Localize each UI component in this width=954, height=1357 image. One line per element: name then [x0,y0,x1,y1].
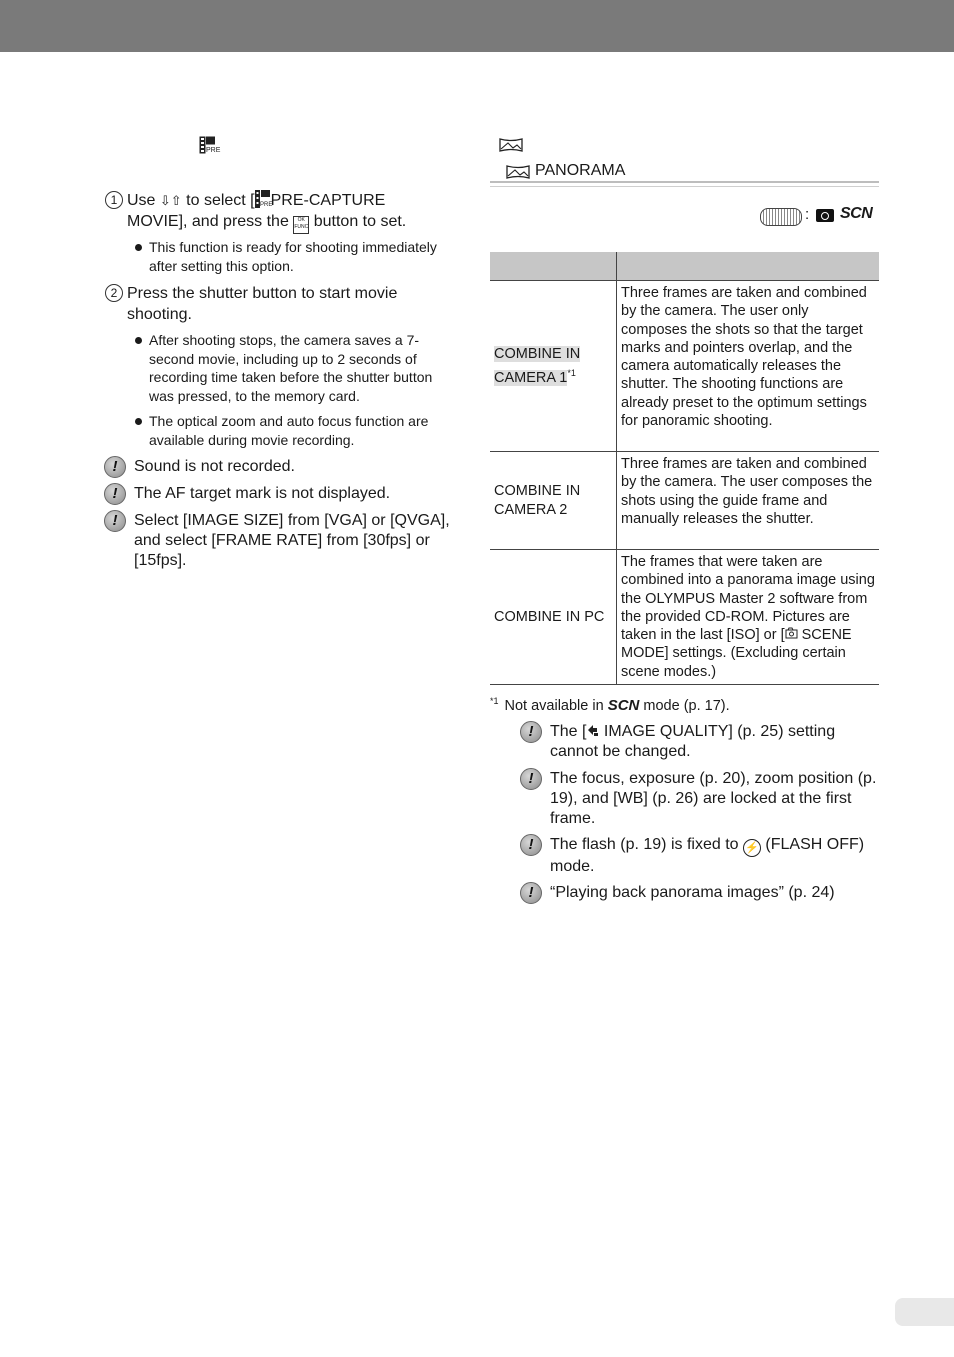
panorama-heading: PANORAMA [535,162,626,179]
bullet-dot [135,418,142,425]
footnote-marker: *1 [567,367,576,378]
note-item: ! The AF target mark is not displayed. [104,484,450,504]
footnote: $^{*1}$ Not available in SCN mode (p. 17). [490,696,730,714]
panorama-icon [506,164,530,180]
description-cell: The frames that were taken are combined into a panorama image using the OLYMPUS Master 2 software from the provided CD-ROM. Pictures are taken in the last [ISO] or [ SCENE MODE] settings. (Excluding certain scene modes.) [617,550,880,685]
bullet-dot [135,244,142,251]
scene-mode-label: SCN [840,205,873,222]
description-cell: Three frames are taken and combined by the camera. The user composes the shots using the guide frame and manually releases the shutter. [617,452,880,550]
table-row [490,281,879,452]
table-row [490,550,879,685]
option-cell: COMBINE IN PC [490,550,617,685]
warning-icon [520,834,542,856]
svg-text:PRE: PRE [259,202,272,208]
table-header-cell [617,252,880,281]
warning-icon [520,721,542,743]
flash-off-icon: ⚡ [743,839,761,857]
image-quality-icon [586,724,599,737]
description-cell: Three frames are taken and combined by the camera. The user only composes the shots so that the target marks and pointers overlap, and the camera automatically releases the shutter. The shooting functions are already preset to the optimum settings for panoramic shooting. [617,281,880,452]
step-number: 2 [105,284,123,302]
option-label: COMBINE IN CAMERA 1 [494,346,581,386]
option-cell: COMBINE IN CAMERA 2 [490,452,617,550]
step-text: Press the shutter button to start movie shooting. [127,285,398,323]
footnote-marker: *1 [490,696,499,706]
warning-icon [104,510,126,532]
ok-func-button-icon: OK FUNC [293,216,309,234]
bullet-item: The optical zoom and auto focus function are available during movie recording. [135,412,450,449]
heading-rule [490,186,879,187]
page-number-tab [895,1298,954,1326]
table-header-row [490,252,879,281]
svg-text:PRE: PRE [206,147,221,154]
scene-mode-icon [785,627,798,640]
warning-icon [520,882,542,904]
bullet-item: After shooting stops, the camera saves a 7-second movie, including up to 2 seconds of recording time taken before the shutter button was pressed, to the memory card. [135,331,450,405]
table-row [490,452,879,550]
note-item: ! Sound is not recorded. [104,457,450,477]
scene-mode-label: SCN [607,697,640,714]
step-number: 1 [105,191,123,209]
warning-icon [104,483,126,505]
mode-dial-icon [760,208,802,226]
pre-capture-movie-icon [255,190,271,208]
table-header-cell [490,252,617,281]
bullet-item: This function is ready for shooting immediately after setting this option. [135,238,450,275]
header-bar [0,0,954,52]
panorama-options-table [490,252,879,685]
note-item: ! The flash (p. 19) is fixed to ⚡ (FLASH OFF) mode. [520,835,880,877]
note-item: ! The [ IMAGE QUALITY] (p. 25) setting cannot be changed. [520,722,880,762]
note-item: ! Select [IMAGE SIZE] from [VGA] or [QVGA], and select [FRAME RATE] from [30fps] or [15fps]. [104,511,450,571]
step-1 [105,190,450,234]
step-2 [105,283,450,325]
step-text: Use ⇩⇧ to select [ PRE PRE-CAPTURE MOVIE], and press the OK FUNC button to set. [105,190,450,234]
camera-icon [816,209,834,222]
heading-rule [490,181,879,183]
warning-icon [104,456,126,478]
arrow-buttons-icon: ⇩⇧ [159,193,182,208]
note-item: ! The focus, exposure (p. 20), zoom position (p. 19), and [WB] (p. 26) are locked at the first frame. [520,769,880,829]
bullet-dot [135,337,142,344]
pre-capture-movie-icon [199,136,221,154]
panorama-icon [499,137,523,153]
warning-icon [520,768,542,790]
option-cell [490,281,617,452]
note-item: ! “Playing back panorama images” (p. 24) [520,883,880,903]
